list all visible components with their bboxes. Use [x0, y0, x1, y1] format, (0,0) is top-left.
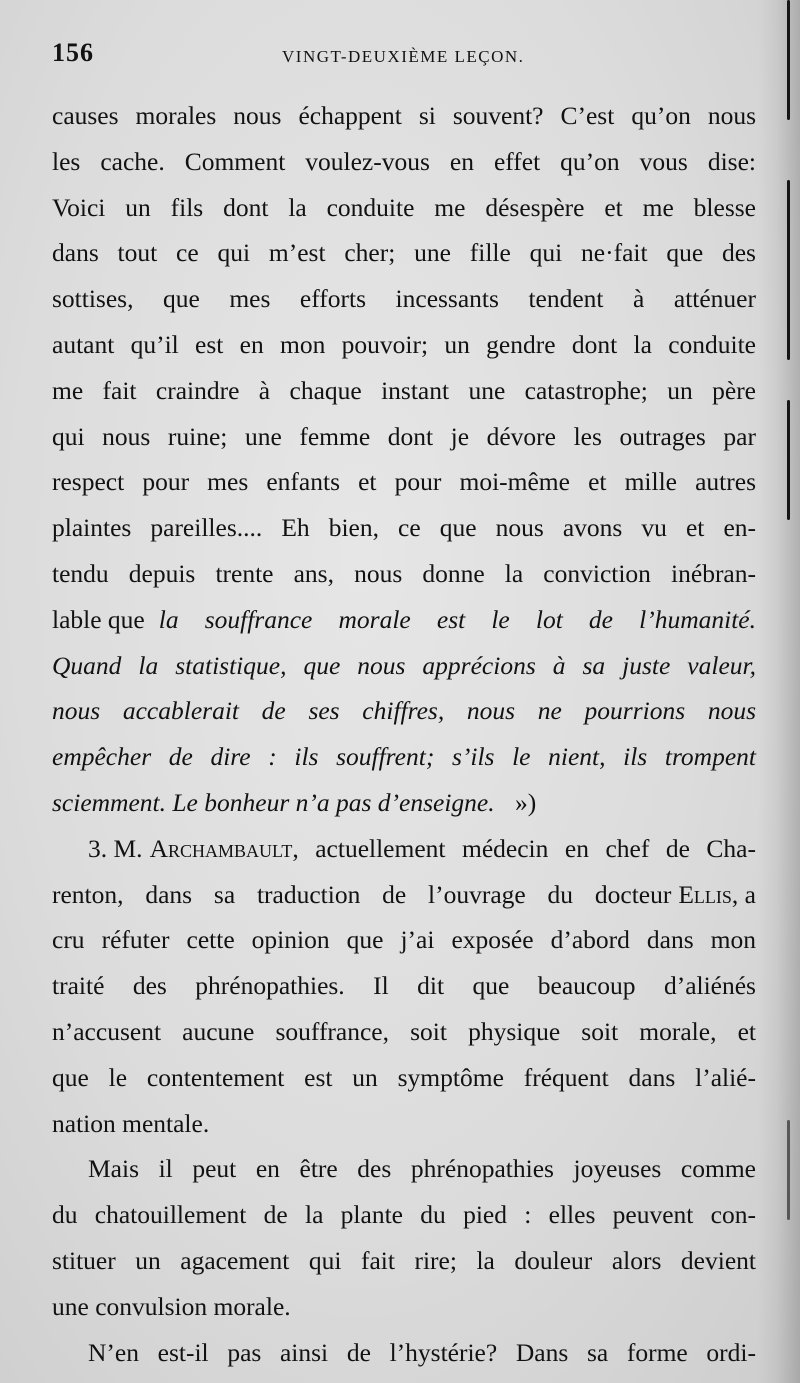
running-title: VINGT-DEUXIÈME LEÇON. [282, 47, 525, 66]
running-head [52, 38, 756, 78]
closing-quote: ») [515, 787, 537, 817]
text-segment: renton, dans sa traduction de l’ouvrage du docteur [52, 879, 672, 909]
page-edge-line [787, 180, 790, 360]
text-line: Mais il peut en être des phrénopathies joyeuses comme [88, 1154, 756, 1184]
author-name: Archambault [149, 833, 293, 863]
text-segment: , a [731, 879, 756, 909]
text-line [52, 872, 756, 918]
text-line: tendu depuis trente ans, nous donne la conviction inébran- [52, 558, 756, 588]
text-line: sottises, que mes efforts incessants tendent à atténuer [52, 284, 756, 314]
text-line: autant qu’il est en mon pouvoir; un gendre dont la conduite [52, 329, 756, 359]
text-line: les cache. Comment voulez-vous en effet qu’on vous dise: [52, 146, 756, 176]
page-edge-line [787, 400, 790, 520]
text-segment: lable que [52, 604, 145, 634]
text-line: causes morales nous échappent si souvent? C’est qu’on nous [52, 101, 756, 130]
text-line: Voici un fils dont la conduite me désespère et me blesse [52, 192, 756, 222]
page-edge-line [787, 0, 790, 120]
text-line: nation mentale. [52, 1108, 210, 1138]
text-line: dans tout ce qui m’est cher; une fille qui ne·fait que des [52, 238, 756, 268]
text-line [52, 597, 756, 643]
text-line: cru réfuter cette opinion que j’ai exposée d’abord dans mon [52, 925, 756, 955]
text-line: une convulsion morale. [52, 1291, 291, 1321]
text-line: n’accusent aucune souffrance, soit physique soit morale, et [52, 1016, 756, 1046]
italic-quote: sciemment. Le bonheur n’a pas d’enseigne. [52, 787, 495, 817]
page-edge-line [787, 1120, 790, 1220]
text-line [52, 826, 756, 872]
text-line: N’en est-il pas ainsi de l’hystérie? Dans sa forme ordi- [88, 1337, 756, 1367]
text-line: du chatouillement de la plante du pied : elles peuvent con- [52, 1200, 756, 1230]
text-line: stituer un agacement qui fait rire; la douleur alors devient [52, 1245, 756, 1275]
text-line: que le contentement est un symptôme fréquent dans l’alié- [52, 1062, 756, 1092]
italic-quote: la souffrance morale est le lot de l’humanité. [158, 604, 756, 634]
text-line: respect pour mes enfants et pour moi-même et mille autres [52, 467, 756, 497]
text-line: qui nous ruine; une femme dont je dévore les outrages par [52, 421, 756, 451]
italic-quote-line: nous accablerait de ses chiffres, nous ne pourrions nous [52, 696, 756, 726]
text-line: traité des phrénopathies. Il dit que beaucoup d’aliénés [52, 971, 756, 1001]
page-edge-shadow [758, 0, 800, 1383]
page-number: 156 [52, 38, 94, 67]
text-segment: , actuellement médecin en chef de Cha- [292, 833, 756, 863]
text-line: me fait craindre à chaque instant une catastrophe; un père [52, 375, 756, 405]
text-line: plaintes pareilles.... Eh bien, ce que nous avons vu et en- [52, 513, 756, 543]
author-name: Ellis [678, 879, 732, 909]
body-text [52, 93, 756, 1375]
section-number: 3. M. [88, 833, 143, 863]
text-line [52, 780, 756, 826]
italic-quote-line: Quand la statistique, que nous apprécions à sa juste valeur, [52, 650, 756, 680]
italic-quote-line: empêcher de dire : ils souffrent; s’ils le nient, ils trompent [52, 742, 756, 772]
